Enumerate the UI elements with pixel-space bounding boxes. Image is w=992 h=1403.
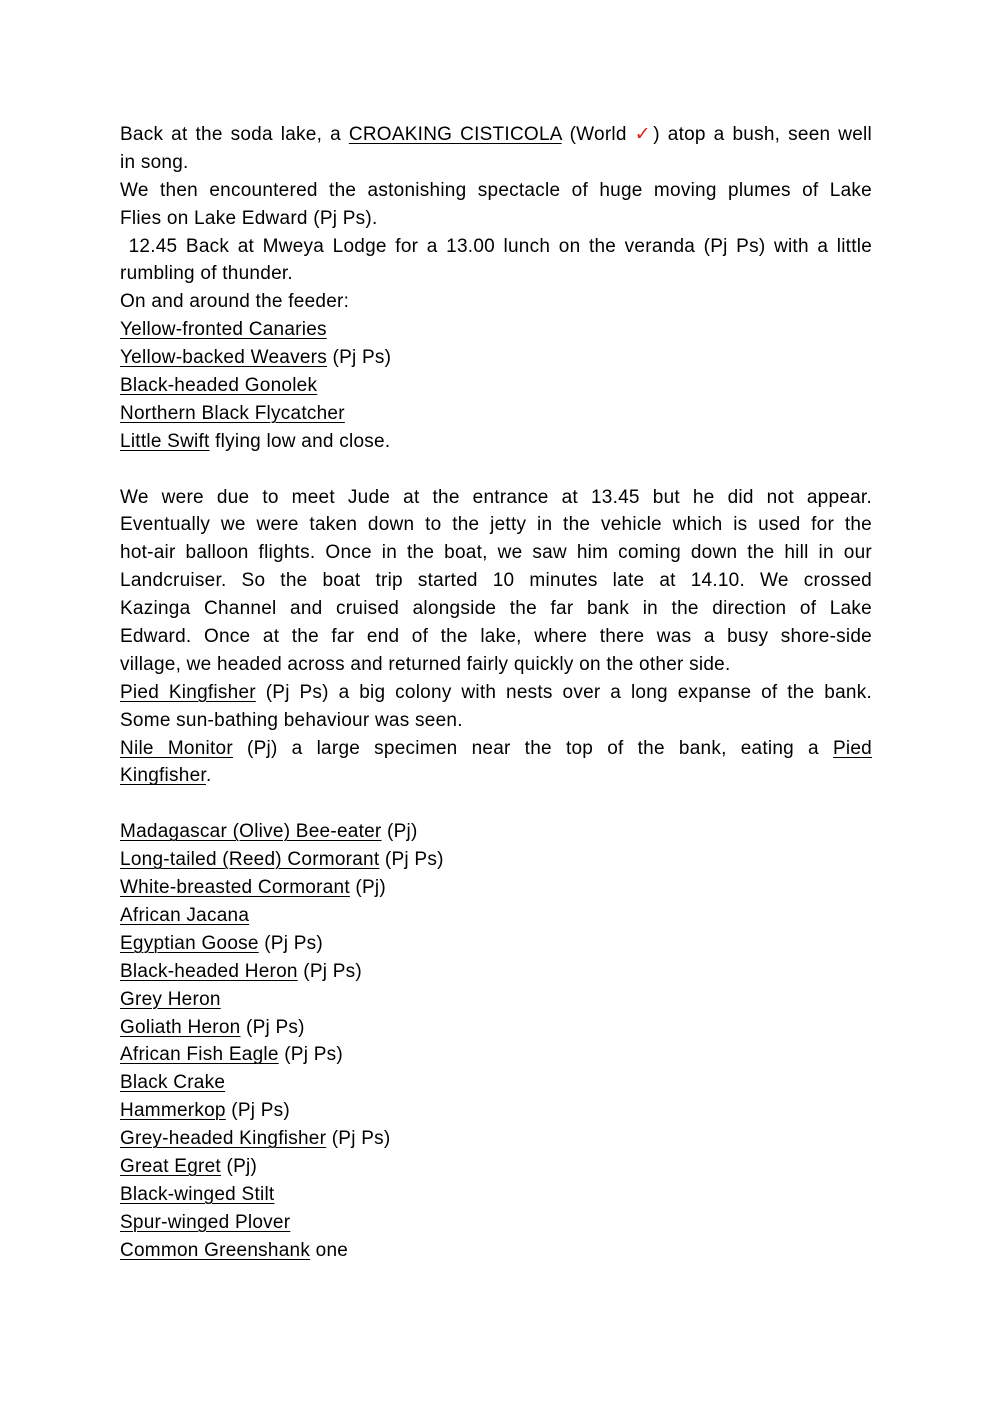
text-segment: Edward. Once at the far end of the lake, where there was a busy shore-side	[120, 626, 872, 648]
species-name: Grey Heron	[120, 988, 221, 1010]
text-line	[120, 205, 872, 233]
text-segment: (World	[561, 124, 635, 145]
species-name: Common Greenshank	[120, 1239, 311, 1261]
text-line	[120, 1097, 872, 1125]
species-name: Great Egret	[120, 1155, 221, 1177]
text-segment: 12.45 Back at Mweya Lodge for a 13.00 lunch on the veranda (Pj Ps) with a little	[120, 235, 873, 257]
text-segment: (Pj) a large specimen near the top of the bank, eating a	[232, 737, 833, 759]
text-line	[120, 902, 872, 930]
text-segment: rumbling of thunder.	[120, 263, 293, 285]
text-line	[120, 539, 872, 567]
text-segment: (Pj Ps)	[278, 1044, 343, 1066]
species-name: African Jacana	[120, 904, 250, 926]
text-line	[120, 874, 872, 902]
species-name: CROAKING CISTICOLA	[348, 124, 562, 145]
text-line	[120, 233, 872, 261]
text-line	[120, 288, 872, 316]
text-segment: flying low and close.	[209, 430, 391, 452]
text-segment: (Pj Ps)	[326, 347, 392, 369]
text-line	[120, 1041, 872, 1069]
text-segment: (Pj Ps)	[225, 1100, 291, 1122]
species-name: Black-winged Stilt	[120, 1183, 275, 1205]
species-name: Black-headed Gonolek	[120, 375, 318, 397]
species-name: Madagascar (Olive) Bee-eater	[120, 821, 382, 843]
text-line	[120, 400, 872, 428]
text-line	[120, 1237, 872, 1265]
species-name: Pied Kingfisher	[120, 681, 256, 703]
text-segment: Landcruiser. So the boat trip started 10 minutes late at 14.10. We crossed	[120, 570, 872, 592]
species-name: Black-headed Heron	[120, 960, 298, 982]
text-segment: .	[205, 765, 212, 787]
species-name: Egyptian Goose	[120, 932, 259, 954]
text-line	[120, 762, 872, 790]
text-line	[120, 846, 872, 874]
text-line	[120, 1153, 872, 1181]
text-segment: hot-air balloon flights. Once in the boat, we saw him coming down the hill in our	[120, 542, 872, 564]
text-segment: We were due to meet Jude at the entrance at 13.45 but he did not appear.	[120, 486, 872, 508]
text-segment: (Pj)	[381, 821, 418, 843]
text-segment: Kazinga Channel and cruised alongside the far bank in the direction of Lake	[120, 598, 872, 620]
text-line	[120, 316, 872, 344]
checkmark-icon: ✓	[634, 124, 654, 145]
species-name: Hammerkop	[120, 1100, 226, 1122]
text-segment: We then encountered the astonishing spectacle of huge moving plumes of Lake	[120, 179, 872, 201]
text-segment: (Pj)	[220, 1155, 258, 1177]
text-segment: Eventually we were taken down to the jetty in the vehicle which is used for the	[120, 514, 872, 536]
text-line	[120, 511, 872, 539]
text-segment: (Pj Ps) a big colony with nests over a long expanse of the bank.	[255, 681, 873, 703]
text-segment: one	[310, 1239, 349, 1261]
species-name: Yellow-backed Weavers	[120, 347, 327, 369]
species-name: Long-tailed (Reed) Cormorant	[120, 849, 380, 871]
text-line	[120, 623, 872, 651]
species-name: Nile Monitor	[120, 737, 233, 759]
species-name: African Fish Eagle	[120, 1044, 279, 1066]
text-line	[120, 595, 872, 623]
text-line	[120, 958, 872, 986]
text-line	[120, 372, 872, 400]
species-name: Spur-winged Plover	[120, 1211, 291, 1233]
text-segment: On and around the feeder:	[120, 291, 350, 313]
text-line	[120, 484, 872, 512]
text-line	[120, 707, 872, 735]
text-segment: Some sun-bathing behaviour was seen.	[120, 709, 463, 731]
text-line	[120, 428, 872, 456]
text-segment: (Pj Ps)	[258, 932, 323, 954]
text-segment: (Pj Ps)	[379, 849, 444, 871]
species-name: Yellow-fronted Canaries	[120, 319, 327, 341]
text-segment: (Pj Ps)	[297, 960, 362, 982]
species-name: Kingfisher	[120, 765, 206, 787]
text-line	[120, 1181, 872, 1209]
species-name: Pied	[832, 737, 872, 759]
text-line	[120, 1125, 872, 1153]
text-segment: in song.	[120, 151, 189, 173]
text-line	[120, 121, 872, 149]
text-line	[120, 930, 872, 958]
text-segment: Flies on Lake Edward (Pj Ps).	[120, 207, 378, 229]
text-segment: (Pj Ps)	[240, 1016, 305, 1038]
text-segment: ) atop a bush, seen well	[653, 124, 873, 145]
text-line	[120, 1069, 872, 1097]
text-line	[120, 567, 872, 595]
text-line	[120, 679, 872, 707]
text-line	[120, 149, 872, 177]
blank-line	[120, 456, 872, 484]
text-line	[120, 1014, 872, 1042]
text-segment: village, we headed across and returned fairly quickly on the other side.	[120, 653, 731, 675]
text-line	[120, 1209, 872, 1237]
text-segment: Back at the soda lake, a	[120, 124, 349, 145]
species-name: Grey-headed Kingfisher	[120, 1128, 327, 1150]
species-name: Little Swift	[120, 430, 210, 452]
text-line	[120, 651, 872, 679]
text-line	[120, 177, 872, 205]
blank-line	[120, 790, 872, 818]
text-line	[120, 986, 872, 1014]
species-name: Goliath Heron	[120, 1016, 241, 1038]
document-page	[120, 121, 872, 1265]
species-name: Black Crake	[120, 1072, 226, 1094]
text-segment: (Pj)	[349, 877, 386, 899]
text-line	[120, 818, 872, 846]
species-name: Northern Black Flycatcher	[120, 402, 345, 424]
text-line	[120, 735, 872, 763]
text-line	[120, 344, 872, 372]
text-segment: (Pj Ps)	[326, 1128, 391, 1150]
text-line	[120, 260, 872, 288]
species-name: White-breasted Cormorant	[120, 877, 350, 899]
